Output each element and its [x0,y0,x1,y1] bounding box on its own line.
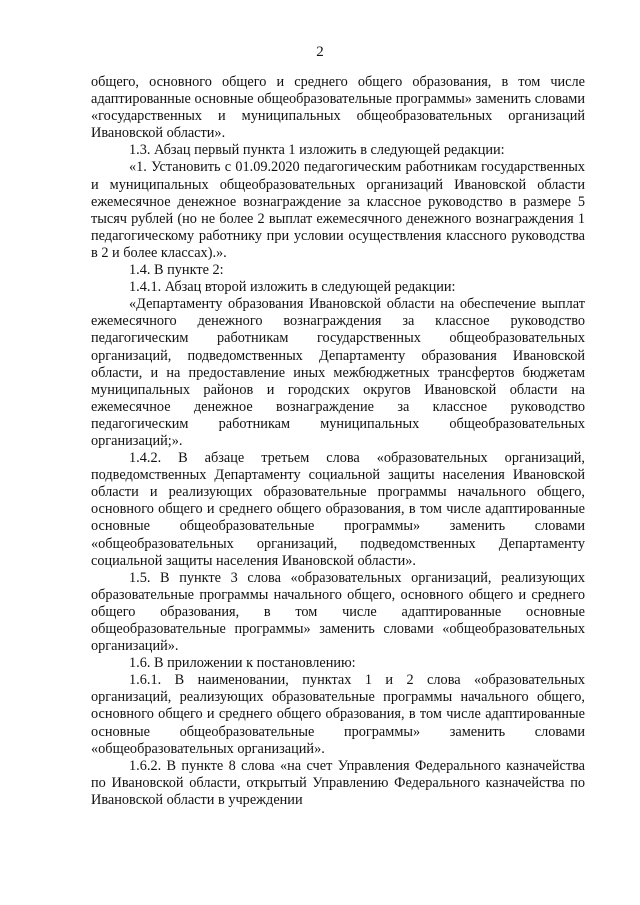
page-number: 2 [316,44,324,60]
paragraph-1-3-quote: «1. Установить с 01.09.2020 педагогическим работникам государственных и муниципальных общеобразовательных организаций Ивановской области ежемесячное денежное вознаграждение за классное руководство в размере 5 тысяч рублей (но не более 2 выплат ежемесячного денежного вознаграждения 1 педагогическому работнику при условии осуществления классного руководства в 2 и более классах).». [91,159,585,261]
paragraph-1-4: 1.4. В пункте 2: [129,262,224,279]
paragraph-1-6-1: 1.6.1. В наименовании, пунктах 1 и 2 слова «образовательных организаций, реализующих образовательные программы начального общего, основного общего и среднего общего образования, в том числе адаптированные основные общеобразовательные программы» заменить словами «общеобразовательных организаций». [91,672,585,757]
document-body [91,74,585,809]
paragraph-1-6: 1.6. В приложении к постановлению: [129,655,356,672]
paragraph-1-5: 1.5. В пункте 3 слова «образовательных организаций, реализующих образовательные программы начального общего, основного общего и среднего общего образования, в том числе адаптированные основные общеобразовательные программы» заменить словами «общеобразовательных организаций». [91,569,585,655]
paragraph-continuation: общего, основного общего и среднего общего образования, в том числе адаптированные основные общеобразовательные программы» заменить словами «государственных и муниципальных общеобразовательных организаций Ивановской области». [91,74,585,142]
paragraph-1-4-1: 1.4.1. Абзац второй изложить в следующей редакции: [129,279,456,296]
paragraph-1-4-1-quote: «Департаменту образования Ивановской области на обеспечение выплат ежемесячного денежного вознаграждения за классное руководство педагогическим работникам государственных общеобразовательных организаций, подведомственных Департаменту образования Ивановской области, и на предоставление иных межбюджетных трансфертов бюджетам муниципальных районов и городских округов Ивановской области на ежемесячное денежное вознаграждение за классное руководство педагогическим работникам муниципальных общеобразовательных организаций;». [91,296,585,449]
paragraph-1-4-2: 1.4.2. В абзаце третьем слова «образовательных организаций, подведомственных Департаменту социальной защиты населения Ивановской области и реализующих образовательные программы начального общего, основного общего и среднего общего образования, в том числе адаптированные основные общеобразовательные программы» заменить словами «общеобразовательных организаций, подведомственных Департаменту социальной защиты населения Ивановской области». [91,450,585,569]
paragraph-1-6-2: 1.6.2. В пункте 8 слова «на счет Управления Федерального казначейства по Ивановской области, открытый Управлению Федерального казначейства по Ивановской области в учреждении [91,757,585,808]
paragraph-1-3: 1.3. Абзац первый пункта 1 изложить в следующей редакции: [129,142,505,159]
